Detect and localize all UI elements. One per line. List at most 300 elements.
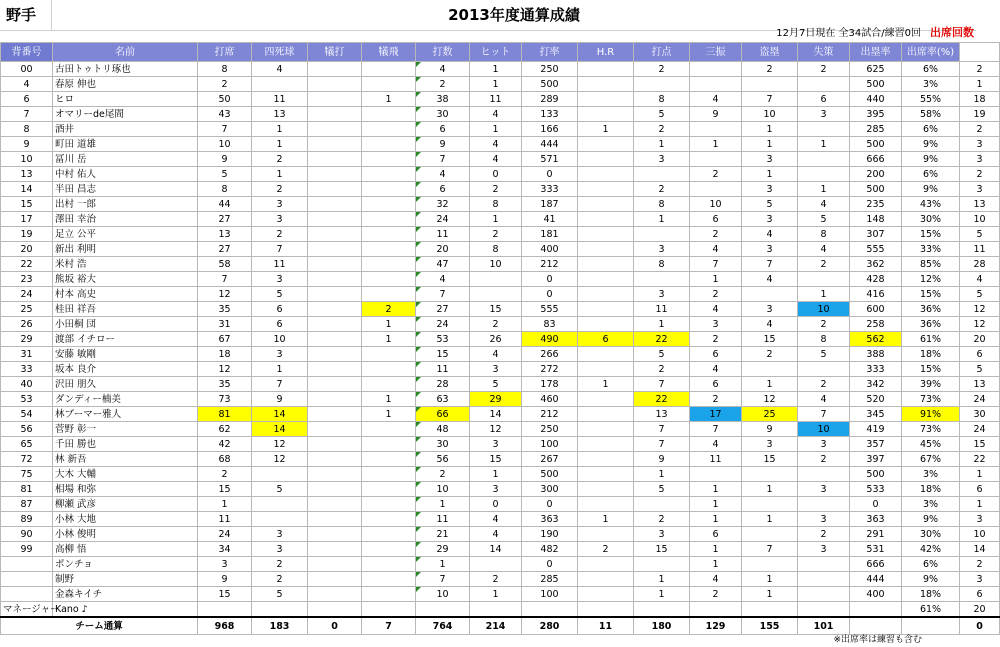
table-cell: 1 <box>742 377 798 392</box>
player-name-cell: Kano ♪ <box>53 602 198 618</box>
table-cell: 2 <box>578 542 634 557</box>
table-cell: 9% <box>902 182 960 197</box>
player-name-cell: 林 新吾 <box>53 452 198 467</box>
table-row <box>1 227 1000 242</box>
table-cell: 10 <box>798 422 850 437</box>
table-cell: 20 <box>960 332 1000 347</box>
player-name-cell: 澤田 幸治 <box>53 212 198 227</box>
player-name-cell: 春原 伸也 <box>53 77 198 92</box>
total-cell: 155 <box>742 617 798 635</box>
table-cell: 30 <box>416 107 470 122</box>
table-cell: 4 <box>690 362 742 377</box>
table-row <box>1 287 1000 302</box>
table-cell: 73% <box>902 392 960 407</box>
table-row <box>1 482 1000 497</box>
table-cell: 4 <box>960 272 1000 287</box>
table-cell: 9 <box>690 107 742 122</box>
table-cell <box>308 377 362 392</box>
table-cell: 5 <box>798 347 850 362</box>
attendance-count-label: 出席回数 <box>930 26 974 39</box>
table-cell: 500 <box>850 182 902 197</box>
table-cell <box>634 497 690 512</box>
table-cell: 3% <box>902 77 960 92</box>
table-cell: 1 <box>960 497 1000 512</box>
table-cell: 388 <box>850 347 902 362</box>
table-cell: 11 <box>634 302 690 317</box>
table-cell: 666 <box>850 557 902 572</box>
table-cell <box>308 242 362 257</box>
table-cell: 400 <box>522 242 578 257</box>
table-cell: 15% <box>902 362 960 377</box>
table-cell: 10 <box>960 527 1000 542</box>
table-row <box>1 527 1000 542</box>
table-cell: 8 <box>634 197 690 212</box>
table-cell: 38 <box>416 92 470 107</box>
table-cell: 5 <box>960 362 1000 377</box>
table-cell: 7 <box>416 572 470 587</box>
table-cell: 3 <box>742 302 798 317</box>
table-cell <box>470 602 522 618</box>
table-cell: 11 <box>416 227 470 242</box>
table-cell: 39% <box>902 377 960 392</box>
table-cell: 2 <box>690 332 742 347</box>
player-name-cell: 菅野 彰一 <box>53 422 198 437</box>
table-cell: 15% <box>902 227 960 242</box>
table-cell: 291 <box>850 527 902 542</box>
table-cell: 4 <box>470 107 522 122</box>
column-header: 盗塁 <box>742 43 798 62</box>
table-cell: 1 <box>742 122 798 137</box>
table-cell <box>578 317 634 332</box>
table-cell: 3 <box>634 527 690 542</box>
table-cell: 3 <box>742 212 798 227</box>
table-cell: 87 <box>1 497 53 512</box>
table-cell: 25 <box>1 302 53 317</box>
table-cell: 148 <box>850 212 902 227</box>
table-cell: 362 <box>850 257 902 272</box>
table-cell <box>634 227 690 242</box>
table-cell: 2 <box>252 182 308 197</box>
table-row <box>1 602 1000 618</box>
table-row <box>1 512 1000 527</box>
player-name-cell: 米村 浩 <box>53 257 198 272</box>
table-cell: 212 <box>522 407 578 422</box>
table-cell: 1 <box>742 482 798 497</box>
table-cell: 4 <box>470 527 522 542</box>
table-cell: 1 <box>252 137 308 152</box>
table-cell: 11 <box>416 362 470 377</box>
table-cell: 10 <box>470 257 522 272</box>
table-cell: 14 <box>470 542 522 557</box>
table-cell: 91% <box>902 407 960 422</box>
table-cell: 1 <box>798 287 850 302</box>
table-cell: 7 <box>634 377 690 392</box>
table-cell <box>362 512 416 527</box>
table-cell <box>798 587 850 602</box>
table-cell <box>308 347 362 362</box>
table-cell <box>308 587 362 602</box>
table-cell: 7 <box>252 377 308 392</box>
table-cell: 333 <box>522 182 578 197</box>
table-cell: 54 <box>1 407 53 422</box>
table-cell <box>308 392 362 407</box>
table-cell: 2 <box>960 557 1000 572</box>
player-name-cell: 古田トゥトリ琢也 <box>53 62 198 77</box>
table-cell: 63 <box>416 392 470 407</box>
table-cell: 3 <box>798 437 850 452</box>
table-cell <box>308 302 362 317</box>
table-cell: 15 <box>470 452 522 467</box>
table-cell <box>362 122 416 137</box>
table-cell: 15 <box>634 542 690 557</box>
table-cell: 7 <box>198 122 252 137</box>
table-cell <box>308 512 362 527</box>
table-cell <box>578 197 634 212</box>
table-cell: 133 <box>522 107 578 122</box>
table-cell <box>252 467 308 482</box>
table-cell <box>578 167 634 182</box>
table-cell <box>308 437 362 452</box>
table-cell <box>742 497 798 512</box>
table-cell: 266 <box>522 347 578 362</box>
table-row <box>1 317 1000 332</box>
table-cell <box>362 287 416 302</box>
table-cell: 1 <box>690 272 742 287</box>
table-cell <box>1 587 53 602</box>
table-cell: 4 <box>470 152 522 167</box>
table-cell: 58 <box>198 257 252 272</box>
table-cell <box>578 557 634 572</box>
player-name-cell: ダンディー楠美 <box>53 392 198 407</box>
table-cell <box>798 467 850 482</box>
table-cell: 10 <box>960 212 1000 227</box>
table-cell: 9% <box>902 152 960 167</box>
table-cell <box>308 287 362 302</box>
table-cell: 26 <box>470 332 522 347</box>
table-cell <box>798 362 850 377</box>
table-cell: 6 <box>578 332 634 347</box>
table-cell: 6 <box>960 587 1000 602</box>
table-cell: 11 <box>198 512 252 527</box>
table-cell: 1 <box>362 92 416 107</box>
table-cell: 2 <box>960 167 1000 182</box>
table-cell: 6% <box>902 62 960 77</box>
table-cell: 4 <box>798 392 850 407</box>
column-header: H.R <box>578 43 634 62</box>
table-cell: 416 <box>850 287 902 302</box>
table-cell: 18% <box>902 587 960 602</box>
table-cell: 1 <box>416 557 470 572</box>
column-header: 打席 <box>198 43 252 62</box>
player-name-cell: 千田 勝也 <box>53 437 198 452</box>
total-cell: 183 <box>252 617 308 635</box>
table-cell <box>362 437 416 452</box>
table-cell: 56 <box>416 452 470 467</box>
table-cell <box>252 512 308 527</box>
table-cell: 53 <box>416 332 470 347</box>
table-cell: 4 <box>742 227 798 242</box>
table-cell: 444 <box>522 137 578 152</box>
table-row <box>1 437 1000 452</box>
table-cell: 1 <box>798 182 850 197</box>
table-cell: 3 <box>470 362 522 377</box>
table-cell: 35 <box>198 302 252 317</box>
status-info: 12月7日現在 全34試合/練習0回 <box>776 28 921 39</box>
table-cell <box>362 227 416 242</box>
table-cell: 20 <box>1 242 53 257</box>
table-cell: 6 <box>960 347 1000 362</box>
table-row <box>1 452 1000 467</box>
table-cell: 24 <box>960 392 1000 407</box>
table-cell <box>798 602 850 618</box>
table-cell: 3 <box>798 512 850 527</box>
table-cell <box>578 422 634 437</box>
table-cell: 9 <box>252 392 308 407</box>
table-cell: 272 <box>522 362 578 377</box>
table-cell: 36% <box>902 317 960 332</box>
table-cell: 600 <box>850 302 902 317</box>
table-cell: 81 <box>198 407 252 422</box>
table-cell <box>578 467 634 482</box>
table-cell: 5 <box>742 197 798 212</box>
table-cell <box>578 182 634 197</box>
table-cell: 2 <box>798 257 850 272</box>
table-row <box>1 467 1000 482</box>
table-cell <box>578 602 634 618</box>
table-row <box>1 362 1000 377</box>
table-row <box>1 377 1000 392</box>
total-cell: 0 <box>308 617 362 635</box>
table-cell: 6 <box>798 92 850 107</box>
table-cell: 4 <box>690 92 742 107</box>
table-cell: 200 <box>850 167 902 182</box>
table-cell: 187 <box>522 197 578 212</box>
table-cell: 36% <box>902 302 960 317</box>
table-cell: 419 <box>850 422 902 437</box>
player-name-cell: 制野 <box>53 572 198 587</box>
table-cell <box>742 527 798 542</box>
table-cell: 10 <box>252 332 308 347</box>
player-name-cell: 林ブーマー雅人 <box>53 407 198 422</box>
table-cell: 13 <box>252 107 308 122</box>
player-name-cell: ポンチョ <box>53 557 198 572</box>
table-cell: 1 <box>742 587 798 602</box>
table-cell: 1 <box>252 167 308 182</box>
table-cell <box>742 467 798 482</box>
table-cell: 2 <box>742 347 798 362</box>
total-cell: 214 <box>470 617 522 635</box>
table-cell <box>578 62 634 77</box>
column-header: ヒット <box>470 43 522 62</box>
column-header: 名前 <box>53 43 198 62</box>
table-row <box>1 167 1000 182</box>
table-cell: 7 <box>1 107 53 122</box>
table-cell: 285 <box>850 122 902 137</box>
table-cell <box>252 77 308 92</box>
table-cell <box>362 602 416 618</box>
table-cell <box>578 302 634 317</box>
table-cell: 10 <box>198 137 252 152</box>
table-cell: 440 <box>850 92 902 107</box>
table-cell <box>362 257 416 272</box>
table-cell: 0 <box>522 287 578 302</box>
table-cell: 3% <box>902 467 960 482</box>
table-cell: 1 <box>416 497 470 512</box>
table-cell: 4 <box>252 62 308 77</box>
table-cell: 258 <box>850 317 902 332</box>
total-cell: 129 <box>690 617 742 635</box>
table-cell <box>362 452 416 467</box>
table-cell: 13 <box>960 377 1000 392</box>
table-cell <box>578 392 634 407</box>
table-cell: 1 <box>960 467 1000 482</box>
table-cell: 2 <box>960 122 1000 137</box>
table-cell <box>308 467 362 482</box>
table-cell <box>362 242 416 257</box>
table-cell: 12 <box>960 317 1000 332</box>
table-cell: 520 <box>850 392 902 407</box>
table-cell: 19 <box>1 227 53 242</box>
table-cell: 11 <box>252 92 308 107</box>
table-cell: 12 <box>252 437 308 452</box>
table-cell <box>690 62 742 77</box>
table-cell: 61% <box>902 602 960 618</box>
table-cell: 15 <box>470 302 522 317</box>
table-cell: 8 <box>198 62 252 77</box>
table-cell: 625 <box>850 62 902 77</box>
table-cell: 8 <box>198 182 252 197</box>
table-cell <box>690 602 742 618</box>
table-cell: 2 <box>798 527 850 542</box>
table-cell <box>798 272 850 287</box>
table-cell: 2 <box>742 62 798 77</box>
table-cell: 1 <box>690 497 742 512</box>
player-name-cell: 沢田 朋久 <box>53 377 198 392</box>
table-cell: 2 <box>634 362 690 377</box>
table-cell <box>690 182 742 197</box>
table-cell <box>634 77 690 92</box>
table-cell: 2 <box>798 377 850 392</box>
player-name-cell: 町田 道雄 <box>53 137 198 152</box>
total-cell: 11 <box>578 617 634 635</box>
table-cell: 2 <box>252 152 308 167</box>
player-name-cell: 柳瀬 武彦 <box>53 497 198 512</box>
table-cell: 12% <box>902 272 960 287</box>
table-cell: 5 <box>470 377 522 392</box>
table-cell <box>308 332 362 347</box>
table-cell: 50 <box>198 92 252 107</box>
table-cell: 0 <box>522 497 578 512</box>
table-cell: 1 <box>742 512 798 527</box>
table-cell: 4 <box>798 242 850 257</box>
table-cell: 8 <box>798 227 850 242</box>
table-cell <box>578 242 634 257</box>
table-cell <box>798 572 850 587</box>
table-cell <box>308 92 362 107</box>
player-name-cell: 渡部 イチロー <box>53 332 198 347</box>
table-cell <box>742 77 798 92</box>
player-name-cell: 坂本 良介 <box>53 362 198 377</box>
table-cell: 3 <box>690 317 742 332</box>
table-cell: 6 <box>690 347 742 362</box>
table-row <box>1 572 1000 587</box>
table-cell <box>578 92 634 107</box>
table-cell: 75 <box>1 467 53 482</box>
table-cell <box>634 272 690 287</box>
table-cell: 2 <box>416 467 470 482</box>
table-cell: 10 <box>416 482 470 497</box>
table-cell <box>634 602 690 618</box>
table-cell: 4 <box>470 512 522 527</box>
column-header <box>960 43 1000 62</box>
table-cell: 395 <box>850 107 902 122</box>
table-cell: 8 <box>470 242 522 257</box>
table-cell: 15 <box>198 587 252 602</box>
table-cell <box>308 317 362 332</box>
table-cell <box>578 362 634 377</box>
table-cell: 212 <box>522 257 578 272</box>
table-cell <box>578 482 634 497</box>
table-cell: 47 <box>416 257 470 272</box>
table-cell: 444 <box>850 572 902 587</box>
table-cell: 20 <box>960 602 1000 618</box>
table-row <box>1 392 1000 407</box>
table-cell <box>798 497 850 512</box>
table-cell <box>742 557 798 572</box>
table-cell <box>798 152 850 167</box>
table-cell: 7 <box>742 92 798 107</box>
table-cell: 22 <box>1 257 53 272</box>
table-cell: 3 <box>960 572 1000 587</box>
table-cell: 500 <box>522 77 578 92</box>
table-cell <box>308 257 362 272</box>
table-cell: 166 <box>522 122 578 137</box>
table-cell: 8 <box>1 122 53 137</box>
table-cell: 2 <box>252 557 308 572</box>
table-cell: 1 <box>470 122 522 137</box>
table-cell: 3 <box>798 107 850 122</box>
table-cell <box>578 227 634 242</box>
table-cell: 7 <box>690 257 742 272</box>
table-cell: 2 <box>960 62 1000 77</box>
table-row <box>1 407 1000 422</box>
table-cell: 34 <box>198 542 252 557</box>
table-cell: 3 <box>252 347 308 362</box>
table-cell: 7 <box>252 242 308 257</box>
table-cell: 32 <box>416 197 470 212</box>
table-cell: 6 <box>416 122 470 137</box>
table-cell <box>198 602 252 618</box>
table-cell: 7 <box>416 152 470 167</box>
table-cell <box>634 557 690 572</box>
table-cell: 1 <box>362 392 416 407</box>
table-cell: 3 <box>198 557 252 572</box>
table-cell: 31 <box>198 317 252 332</box>
table-cell <box>308 407 362 422</box>
total-cell: 7 <box>362 617 416 635</box>
table-cell: 9 <box>416 137 470 152</box>
table-cell <box>362 482 416 497</box>
table-cell: 4 <box>690 242 742 257</box>
player-name-cell: 大木 大輔 <box>53 467 198 482</box>
table-cell: 7 <box>416 287 470 302</box>
table-row <box>1 422 1000 437</box>
table-cell: 1 <box>634 587 690 602</box>
table-cell: 9 <box>1 137 53 152</box>
player-name-cell: ヒロ <box>53 92 198 107</box>
column-header: 打数 <box>416 43 470 62</box>
table-cell: 333 <box>850 362 902 377</box>
